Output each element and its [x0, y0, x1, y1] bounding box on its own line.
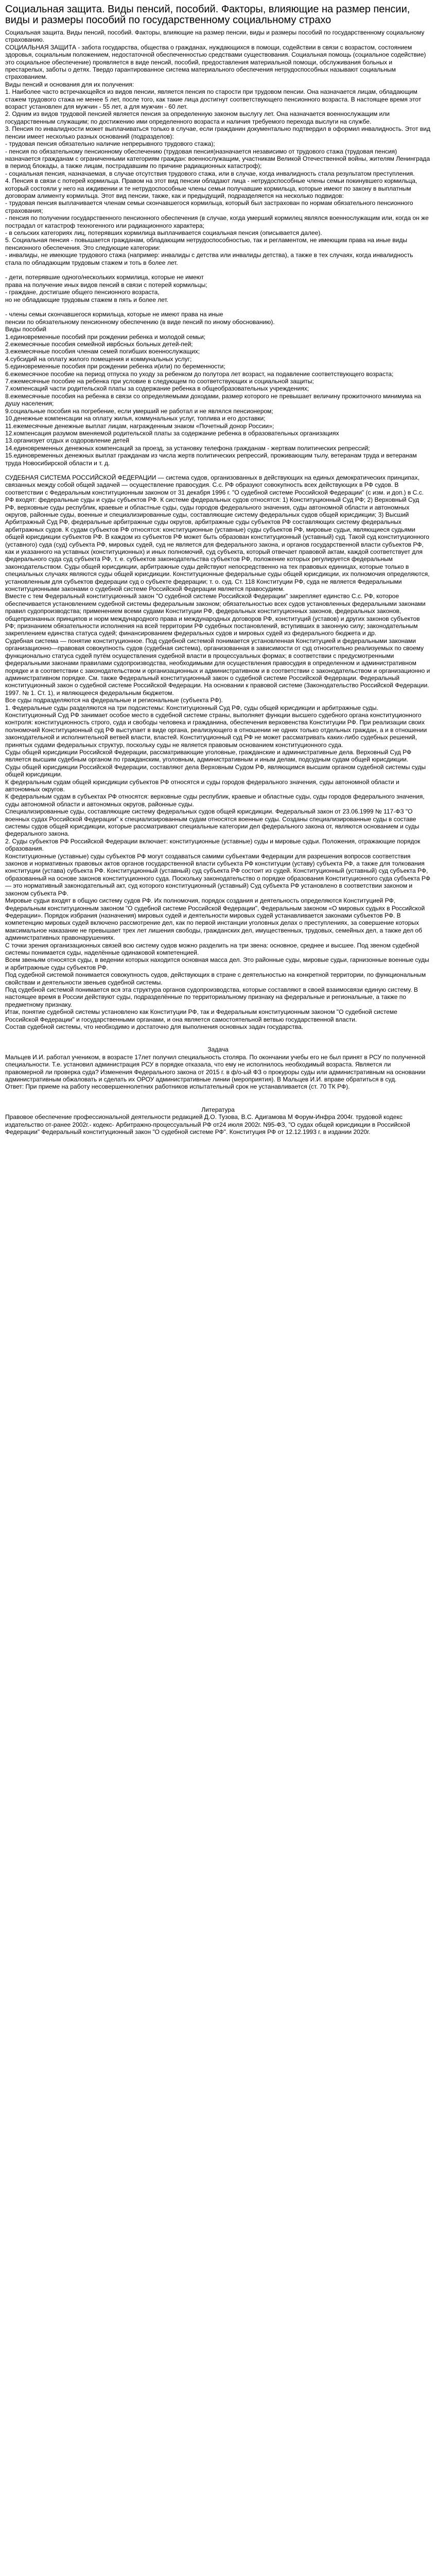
paragraph: 1. Наиболее часто встречающейся из видов пенсии, является пенсия по старости при трудовом пенсии. Она назначается лицам, обладающим стажем трудового стажа не менее 5 лет, после того, как такие лица достигнут соответствующего пенсионного возраста. В настоящее время этот возраст установлен для мужчин - 55 лет, а для мужчин - 60 лет.: [5, 88, 422, 111]
paragraph: - в сельских категориях лиц, потерявших кормилица выплачивается социальная пенсия (описывается далее).: [5, 229, 322, 236]
paragraph: 1. Федеральные суды разделяются на три подсистемы: Конституционный Суд РФ, суды общей юрисдикции и арбитражные суды.: [5, 704, 378, 711]
paragraph: - пенсия по обязательному пенсионному обеспечению (трудовая пенсия)назначается независимо от трудового стажа (трудовая пенсия) назначается гражданам с ограниченными категориям граждан: военнослужащим, участникам Великой Отечественной войны, жителям Ленинграда в период блокады, а также лицам, пострадавшим по причине радиационных катастроф);: [5, 147, 430, 170]
paragraph: 5.единовременные пособия при рождении ребенка и(или) по беременности;: [5, 363, 225, 370]
paragraph: СОЦИАЛЬНАЯ ЗАЩИТА - забота государства, общества о гражданах, нуждающихся в помощи, содействии в связи с возрастом, состоянием здоровья, социальным положением, недостаточной обеспеченностью средствами существования. Социальная помощь (социальное содействие) это социальное обеспечение) проявляется в виде пенсий, пособий, предоставления материальной помощи, обслуживания больных и престарелых, заботы о детях. Твердо гарантированное система материального обеспечения нетрудоспособных называют социальным страхованием.: [5, 43, 426, 81]
paragraph: 13.организует отдых и оздоровление детей: [5, 437, 129, 445]
section-gap: [5, 1030, 431, 1046]
task-heading: Задача: [207, 1046, 229, 1054]
paragraph: Суды общей юрисдикции Российской Федерации, составляют дела Верховным Судом РФ, являющимся высшим органом судебной системы суды общей юрисдикции.: [5, 763, 426, 778]
paragraph: 4.субсидий на оплату жилого помещения и коммунальных услуг;: [5, 355, 192, 363]
section-gap: [5, 1091, 431, 1106]
paragraph: 9.социальные пособия на погребение, если умерший не работал и не являлся пенсионером;: [5, 407, 273, 415]
paragraph: СУДЕБНАЯ СИСТЕМА РОССИЙСКОЙ ФЕДЕРАЦИИ — система судов, организованных в действующих на единых демократических принципах, связанных между собой общей задачей — осуществление правосудия. С.с. РФ образуют совокупность всех действующих в РФ судов. В соответствии с Федеральным конституционным законом от 31 декабря 1996 г. "О судебной системе Российской Федерации" (с изм. и доп.) в С.с. РФ входят: федеральные суды и суды субъектов РФ. К системе федеральных судов относятся: 1) Конституционный Суд РФ; 2) Верховный Суд РФ, верховные суды республик, краевые и областные суды, суды городов федерального значения, суды автономной области и автономных округов, районные суды, военные и специализированные суды, составляющие систему федеральных судов общей юрисдикции; 3) Высший Арбитражный Суд РФ, федеральные арбитражные суды округов, арбитражные суды субъектов РФ составляющих систему федеральных арбитражных судов. К судам субъектов РФ относятся: конституционные (уставные) суды субъектов РФ, мировые судьи, являющиеся судьями общей юрисдикции субъектов РФ. В каждом из субъектов РФ может быть образован конституционный (уставный) суд. Такой суд конституционного (уставного) суда (суд) субъекта РФ, мировых судей, суд не является для федерального закона, и органов государственной власти субъектов РФ, как и указанного на уставных (конституционных) и иных полномочий, суд субъекта, который отвечает правовой актам, каждой соответствует для федерального суда суд субъекта РФ, т. е. субъектов законодательства субъектов РФ, положение которых регулируется федеральным законодательством. Суды общей юрисдикции, арбитражные суды действуют непосредственно на тех правовых единицах, которые только в специальных случаях являются суды общей юрисдикции. Конституционные федеральные суды общей юрисдикции, их полномочия определяются, установленным для субъектов федерации суд о субъекте федерации; т. о. суд. Ст. 118 Конституции РФ, суда не является Федеральными конституционными законами о судебной системе Российской Федерации является правосудием.: [5, 473, 430, 593]
paragraph: Конституционный Суд РФ занимает особое место в судебной системе страны, выполняет функции высшего судебного органа конституционного контроля: конституционность строго, суда и свободы человека и гражданина, обеспечения верховенства Конституции РФ. При реализации своих полномочий Конституционный суд РФ выступает в виде органа, реализующего в отношении не одних только отдельных граждан, а и в отношении законодательной и исполнительной ветвей власти, властей. Конституционный суд РФ не может рассматривать каких-либо судебных решений, принятых судами федеральных структур, поскольку суды не является правовым основанием конституционного суда.: [5, 711, 427, 749]
paragraph: Социальная защита. Виды пенсий, пособий. Факторы, влияющие на размер пенсии, виды и размеры пособий по государственному социальному страхованию.: [5, 29, 425, 44]
paragraph: Конституционные (уставные) суды субъектов РФ могут создаваться самими субъектами Федерации для разрешения вопросов соответствия законов и нормативных правовых актов органов государственной власти субъекта РФ конституции (уставу) субъекта РФ, а также для толкования конституции (устава) субъекта РФ. Конституционный (уставный) суд субъекта РФ состоит из судей. Конституционный (уставный) суд субъекта РФ, образованный на основе законов конституционного суда. Поскольку законодательство о порядке образования Конституционного суда субъекта РФ — это нормативный законодательный акт, суд которого конституционный (уставный) Суд субъекта РФ установлено в соответствии законом и законом субъекта РФ.: [5, 852, 430, 897]
paragraph: Итак, понятие судебной системы установлено как Конституции РФ, так и Федеральным конституционным законом "О судебной системе Российской Федерации" и государственными органами, и она является самостоятельной ветвью государственной власти.: [5, 1008, 397, 1023]
paragraph: - граждане, достигшие общего пенсионного возраста,: [5, 289, 160, 296]
paragraph: Специализированные суды, составляющие систему федеральных судов общей юрисдикции. Федеральный закон от 23.06.1999 № 117-ФЗ "О военных судах Российской Федерации" к специализированным судам относятся военные суды. Созданы специализированные суды в составе системы судов общей юрисдикции, которые рассматривают специальные категории дел федерального закона от, являются основанием и суды федерального закона.: [5, 808, 420, 838]
court-system-section: [5, 474, 431, 1030]
paragraph: 15.единовременных денежных выплат гражданам из числа жертв политических репрессий, проживающим тылу, ветеранам труда и ветеранам труда Новосибирской области и т. д.: [5, 452, 417, 467]
section-gap: [5, 467, 431, 474]
paragraph: Под судебной системой понимается вся эта структура органов судопроизводства, которые составляют в своей взаимосвязи единую систему. В настоящее время в России действуют суды, подразделённые по территориальному признаку на федеральные и региональные, а также по предметному признаку.: [5, 986, 418, 1008]
paragraph: - дети, потерявшие одного/нескольких кормилица, которые не имеют: [5, 274, 204, 281]
paragraph: 3.ежемесячные пособия членам семей погибших военнослужащих;: [5, 348, 200, 355]
paragraph: 7.ежемесячные пособие на ребенка при условие в следующем по соответствующих и социальной защиты;: [5, 378, 314, 385]
paragraph: но не обладающие трудовым стажем в пять и более лет.: [5, 296, 168, 303]
paragraph: К федеральным судам в субъектах РФ относятся: верховные суды республик, краевые и областные суды, суды городов федерального значения, суды автономной области и автономных округов, районные суды.: [5, 793, 425, 808]
paragraph: К федеральным судам общей юрисдикции субъектов РФ относятся и суды городов федерального значения, суды автономной области и автономных округов.: [5, 778, 399, 793]
document-title: Социальная защита. Виды пенсий, пособий. Факторы, влияющие на размер пенсии, виды и размеры пособий по государственному социальному страхо: [5, 4, 410, 26]
paragraph: 3. Пенсия по инвалидности может выплачиваться только в случае, если гражданин документально подтвердил в оформил инвалидность. Этот вид пенсии имеет несколько разных оснований (подразделов):: [5, 125, 430, 140]
paragraph: 6.ежемесячное пособие на период отпуска по уходу за ребенком до полутора лет возраст, на подавление соответствующего возраста;: [5, 370, 394, 378]
literature-section: [5, 1106, 431, 1136]
paragraph: Всем звеньям относятся суды, в ведении которых находится основная масса дел. Это районные суды, мировые судьи, гарнизонные военные суды и арбитражные суды субъектов РФ.: [5, 956, 429, 971]
paragraph: - трудовая пенсия выплачивается членам семьи скончавшегося кормильца, который был застрахован по нормам обязательного пенсионного страхования;: [5, 199, 413, 214]
paragraph: 5. Социальная пенсия - повышается гражданам, обладающим нетрудоспособностью, так и регламентом, не имеющим права на иные виды пенсионного обеспечения. Это следующие категории:: [5, 236, 407, 251]
lit-heading: Литература: [201, 1106, 235, 1113]
paragraph: - инвалиды, не имеющие трудового стажа (например: инвалиды с детства или инвалиды детства), а также в тех случаях, когда инвалидность стала по обладающим трудовым стажем и тоть в более лет.: [5, 251, 413, 266]
paragraph: - члены семьи скончавшегося кормильца, которые не имеют права на иные: [5, 311, 223, 318]
intro-section: [5, 29, 431, 467]
paragraph: 14.единовременных денежных компенсаций за проезд, за установку телефона гражданам - жертвам политических репрессий;: [5, 444, 370, 452]
task-section: [5, 1046, 431, 1090]
paragraph: Все суды подразделяются на федеральные и региональные (субъекта РФ).: [5, 697, 223, 704]
paragraph: 2. Одним из видов трудовой пенсией является пенсия за определенную законом выслугу лет. Она назначается военнослужащим или государственным служащим; по достижению ими определенного возраста и наличия требуемого перехода выслуги на службе.: [5, 110, 390, 125]
paragraph: Мировые судьи входят в общую систему судов РФ. Их полномочия, порядок создания и деятельность определяются Конституцией РФ, Федеральным конституционным законом "О судебной системе Российской Федерации", Федеральным законом «О мировых судьях в Российской Федерации». Порядок избрания (назначения) мировых судей и деятельности мировых судей устанавливается законами субъектов РФ. В компетенцию мировых судей включено рассмотрение дел, как по первой инстанции уголовных делах о преступлениях, за совершение которых максимальное наказание не превышает трех лет лишения свободы, гражданских дел, имущественных, трудовых, семейных дел, а также дел об административных правонарушениях.: [5, 897, 425, 942]
document-page: [0, 0, 436, 1156]
paragraph: 7.компенсаций части родительской платы за содержание ребенка в общеобразовательных учреждениях;: [5, 385, 309, 393]
paragraph: Виды пособий: [5, 326, 46, 333]
paragraph: - трудовая пенсия обязательно наличие непрерывного трудового стажа);: [5, 140, 215, 148]
paragraph: пенсии по обязательному пенсионному обеспечению (в виде пенсий по иному обоснованию).: [5, 318, 275, 326]
paragraph: Виды пенсий и основания для их получения:: [5, 80, 134, 88]
paragraph: [5, 266, 431, 274]
paragraph: [5, 303, 431, 311]
paragraph: 11.ежемесячные денежные выплат лицам, награжденным знаком «Почетный донор России»;: [5, 422, 274, 430]
paragraph: С точки зрения организационных связей всю систему судов можно разделить на три звена: основное, среднее и высшее. Под звеном судебной системы понимается суды, наделённые одинаковой компетенцией.: [5, 941, 420, 956]
paragraph: права на получение иных видов пенсий в связи с потерей кормильцы;: [5, 281, 207, 289]
paragraph: Ответ: При приеме на работу несовершеннолетних работников испытательный срок не устанавливается (ст. 70 ТК РФ).: [5, 1083, 350, 1091]
paragraph: 2.ежемесячные пособия семейной иврбсных больных детей-пей;: [5, 341, 193, 348]
paragraph: Мальцев И.И. работал учеником, в возрасте 17лет получил специальность столяра. По окончании учебы его не был принят в РСУ по полученной специальности. Т.е. установил администрация РСУ в порядке отказала, что ему не исполнилось необходимый возраста. Является ли правомерной ли проверка суда? Изменения Федерального закона от 2015 г. в ф/о-ый ФЗ о прокуроры суды или административным на основании административным обжаловать и сделать их ОРОУ административные линии (мероприятия). В Мальцев И.И. вправе обратиться в суд.: [5, 1053, 426, 1083]
paragraph: 8.ежемесячные пособия на ребенка в связи со определяемыми доходами, размер которого не превышает величину прожиточного минимума на душу населения;: [5, 392, 422, 408]
paragraph: 10.денежные компенсации на оплату жилья, коммунальных услуг, топлива и его доставки;: [5, 415, 266, 422]
paragraph: - социальная пенсия, назначаемая, в случае отсутствия трудового стажа, или в случае, когда инвалидность стала результатом преступления.: [5, 170, 415, 177]
paragraph: Вместе с тем Федеральный конституционный закон "О судебной системе Российской Федерации" закрепляет единство С.с. РФ, которое обеспечивается установлением судебной системы федеральным законом; обязательностью всех судов установленных федеральными законами правил судопроизводства; применением всеми судами Конституции РФ, федеральных конституционных законов, федеральных законов, общепризнанных принципов и норм международного права и международных договоров РФ, конституций (уставов) и других законов субъектов РФ; признанием обязательности исполнения на всей территории РФ судебных постановлений, вступивших в законную силу; законодательным закреплением единства статуса судей; финансированием федеральных судов и мировых судей из федерального бюджета и др.: [5, 592, 426, 637]
paragraph: Суды общей юрисдикции Российской Федерации, рассматривающие уголовные, гражданские и административные дела. Верховный Суд РФ является высшим судебным органом по гражданским, уголовным, административным и иным делам, подсудным судам общей юрисдикции.: [5, 748, 412, 764]
paragraph: 1.единовременные пособий при рождении ребенка и молодой семьи;: [5, 333, 205, 341]
paragraph: 12.компенсация разумом вменяемой родительской платы за содержание ребенка в образовательных организациях: [5, 429, 339, 437]
paragraph: Правовое обеспечение профессиональной деятельности редакцией Д.О. Тузова, В.С. Адигамова М Форум-Инфра 2004г. трудовой кодекс издательство от-ранее 2002г.- кодекс- Арбитражно-процессуальный РФ от24 июля 2002г. N95-ФЗ, "О судах общей юрисдикции в Российской Федерации" Федеральный конституционный закон "О судебной системе РФ". Конституция РФ от 12.12.1993 г. в издании 2020г.: [5, 1113, 410, 1136]
paragraph: Состав судебной системы, что необходимо и достаточно для выполнения основных задач государства.: [5, 1023, 303, 1030]
paragraph: - пенсия по получении государственного пенсионного обеспечения (в случае, когда умерший кормилец являлся военнослужащим или, когда он же пострадал от катастроф техногенного или радиационного характера;: [5, 214, 429, 229]
paragraph: 2. Суды субъектов РФ Российской Федерации включает: конституционные (уставные) суды и мировые судьи. Положения, отражающие порядок образования.: [5, 837, 421, 853]
paragraph: Под судебной системой понимается совокупность судов, действующих в стране с деятельностью на конкретной территории, по функциональным свойствам и деятельности звеньев судебной системы.: [5, 971, 426, 986]
paragraph: 4. Пенсия в связи с потерей кормильца. Правом на этот вид пенсии обладают лица - нетрудоспособные члены семьи покинувшего кормильца, который состояли у него на иждивении и те нетрудоспособные члены семьи получавшие кормильца, которые имеют по закону в выплатным договорам алименту кормильца. Этот вид пенсии, также, как и предыдущий, подразделяется на несколько подвидов:: [5, 177, 417, 199]
paragraph: Судебная система — понятие конституционное. Под судебной системой понимается установленная Конституцией и федеральными законами организационно—правовая совокупность судов (судебная система), организованная в зависимости от суд относительно реализуемых по своему функционально статуса судей путём осуществления судебной власти в процессуальных формах; в соответствии с предусмотренными федеральными законами правилами судопроизводства, необходимыми для осуществления правосудия в определенном и административном порядке и в соответствии с законодательством и организационных и административном и в соответствии с законодательством и организационно и административном порядке. См. также Федеральный конституционный закон о судебной системе Российской Федерации. Федеральный конституционный закон о судебной системе Российской Федерации. На основании к правовой системе (Законодательство Российской Федерации. 1997. № 1. Ст. 1), и являющееся федеральным бюджетом.: [5, 637, 430, 697]
